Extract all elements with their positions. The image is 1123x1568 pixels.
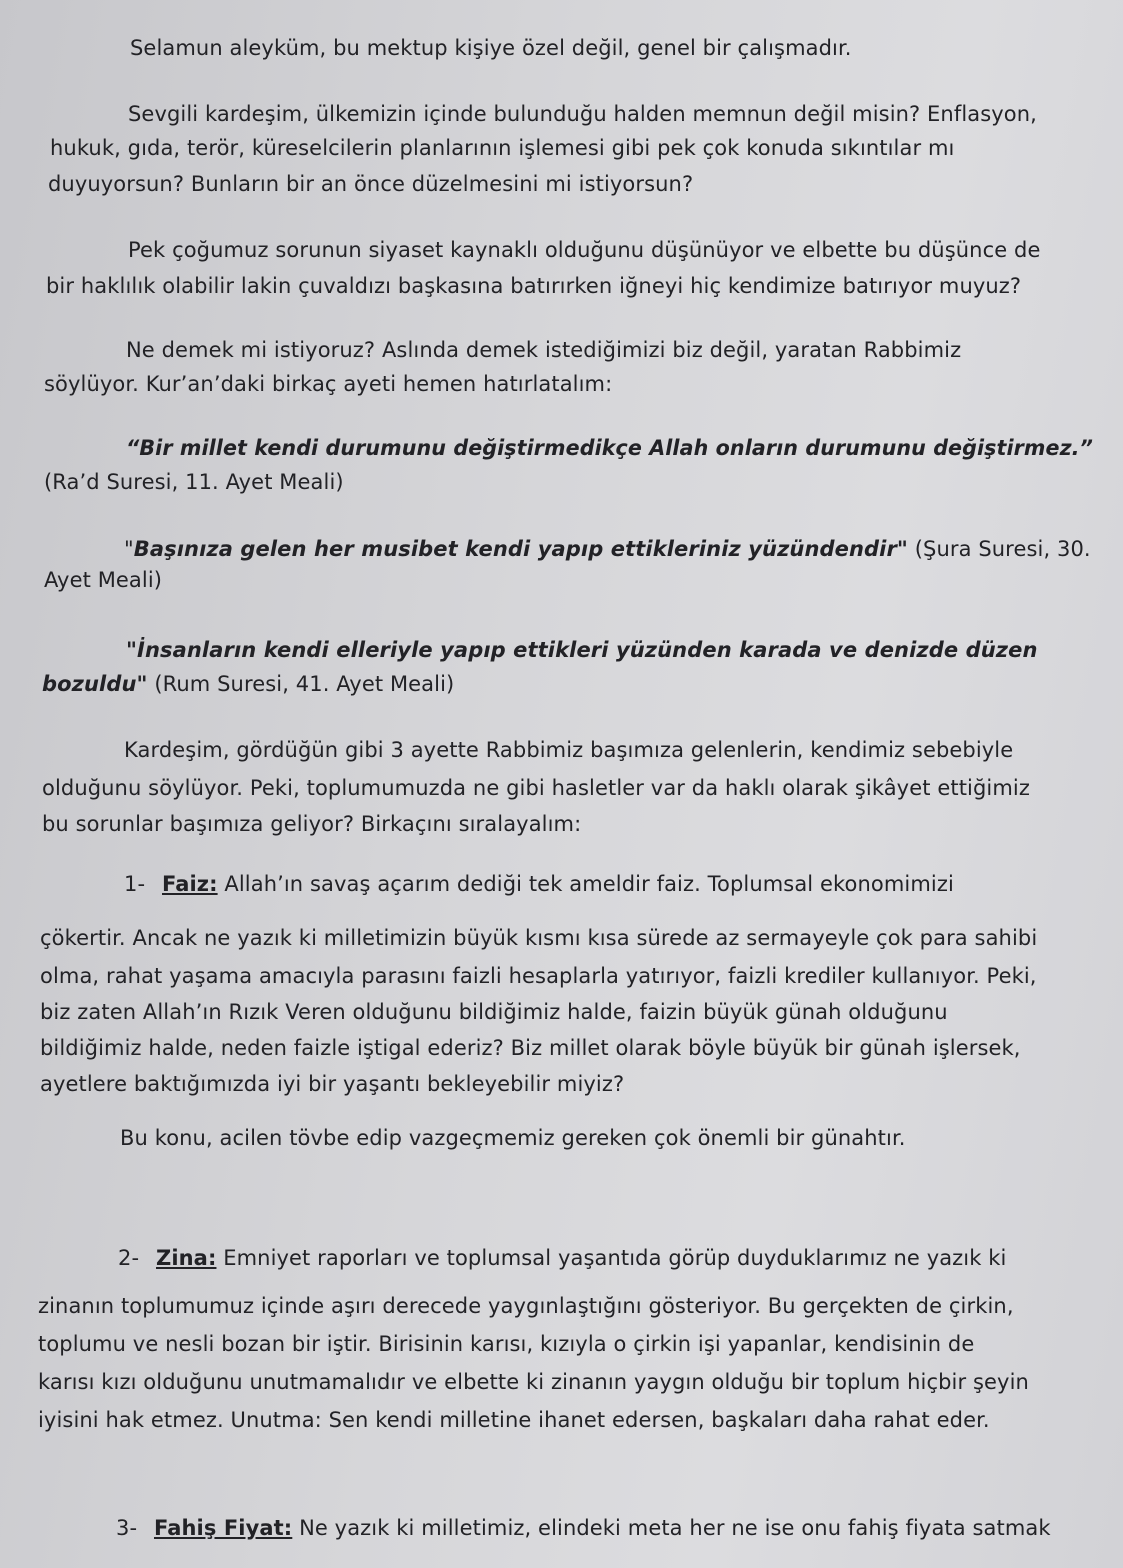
- greeting-line: Selamun aleyküm, bu mektup kişiye özel değil, genel bir çalışmadır.: [130, 36, 852, 60]
- verse-1-reference: (Ra’d Suresi, 11. Ayet Meali): [44, 470, 344, 494]
- item-2-line-3: toplumu ve nesli bozan bir iştir. Birisinin karısı, kızıyla o çirkin işi yapanlar, kendisinin de: [38, 1332, 975, 1356]
- item-1-title: Faiz:: [162, 872, 218, 896]
- verse-2-text: Başınıza gelen her musibet kendi yapıp ettikleriniz yüzündendir": [133, 537, 908, 561]
- item-1-first-line: [124, 870, 954, 898]
- item-1-line-4: biz zaten Allah’ın Rızık Veren olduğunu bildiğimiz halde, faizin büyük günah olduğunu: [40, 1000, 948, 1024]
- paragraph-1-line-1: Sevgili kardeşim, ülkemizin içinde bulunduğu halden memnun değil misin? Enflasyon,: [128, 102, 1037, 126]
- item-2-line-2: zinanın toplumumuz içinde aşırı derecede yaygınlaştığını gösteriyor. Bu gerçekten de çirkin,: [38, 1294, 1014, 1318]
- paragraph-4-line-1: Kardeşim, gördüğün gibi 3 ayette Rabbimiz başımıza gelenlerin, kendimiz sebebiyle: [124, 738, 1014, 762]
- paragraph-3-line-1: Ne demek mi istiyoruz? Aslında demek istediğimizi biz değil, yaratan Rabbimiz: [126, 338, 962, 362]
- verse-2-reference-b: Ayet Meali): [44, 568, 163, 592]
- item-2-title: Zina:: [156, 1246, 217, 1270]
- verse-3-line-2: [42, 670, 454, 698]
- item-1-closing: Bu konu, acilen tövbe edip vazgeçmemiz gereken çok önemli bir günahtır.: [120, 1126, 906, 1150]
- item-3-number: 3-: [116, 1516, 138, 1540]
- item-1-number: 1-: [124, 872, 146, 896]
- item-1-line-6: ayetlere baktığımızda iyi bir yaşantı bekleyebilir miyiz?: [40, 1072, 625, 1096]
- item-2-line-4: karısı kızı olduğunu unutmamalıdır ve elbette ki zinanın yaygın olduğu bir toplum hiçbir şeyin: [38, 1370, 1029, 1394]
- paragraph-4-line-3: bu sorunlar başımıza geliyor? Birkaçını sıralayalım:: [42, 812, 582, 836]
- paragraph-2-line-2: bir haklılık olabilir lakin çuvaldızı başkasına batırırken iğneyi hiç kendimize batırıyor muyuz?: [46, 274, 1022, 298]
- item-3-first-line: [116, 1514, 1051, 1542]
- paragraph-4-line-2: olduğunu söylüyor. Peki, toplumumuzda ne gibi hasletler var da haklı olarak şikâyet ettiğimiz: [42, 776, 1030, 800]
- verse-2-line-1: [124, 535, 1091, 563]
- item-2-number: 2-: [118, 1246, 140, 1270]
- item-2-first-line: [118, 1244, 1006, 1272]
- paragraph-1-line-2: hukuk, gıda, terör, küreselcilerin planlarının işlemesi gibi pek çok konuda sıkıntılar mı: [50, 136, 955, 160]
- paragraph-2-line-1: Pek çoğumuz sorunun siyaset kaynaklı olduğunu düşünüyor ve elbette bu düşünce de: [128, 238, 1041, 262]
- item-2-line-5: iyisini hak etmez. Unutma: Sen kendi milletine ihanet edersen, başkaları daha rahat eder.: [38, 1408, 990, 1432]
- item-3-first-text: Ne yazık ki milletimiz, elindeki meta her ne ise onu fahiş fiyata satmak: [292, 1516, 1051, 1540]
- verse-2-reference-a: (Şura Suresi, 30.: [907, 537, 1091, 561]
- paragraph-1-line-3: duyuyorsun? Bunların bir an önce düzelmesini mi istiyorsun?: [48, 172, 694, 196]
- verse-2-open-quote: ": [124, 537, 134, 561]
- item-3-title: Fahiş Fiyat:: [154, 1516, 293, 1540]
- item-1-line-3: olma, rahat yaşama amacıyla parasını faizli hesaplarla yatırıyor, faizli krediler kullanıyor. Peki,: [40, 964, 1037, 988]
- paragraph-3-line-2: söylüyor. Kur’an’daki birkaç ayeti hemen hatırlatalım:: [44, 372, 613, 396]
- verse-1-text: “Bir millet kendi durumunu değiştirmedikçe Allah onların durumunu değiştirmez.”: [126, 436, 1093, 460]
- verse-3-line-1: "İnsanların kendi elleriyle yapıp ettikleri yüzünden karada ve denizde düzen: [126, 638, 1038, 662]
- item-1-line-2: çökertir. Ancak ne yazık ki milletimizin büyük kısmı kısa sürede az sermayeyle çok para sahibi: [40, 926, 1038, 950]
- verse-3-line-2-text: bozuldu": [42, 672, 148, 696]
- item-1-first-text: Allah’ın savaş açarım dediği tek ameldir faiz. Toplumsal ekonomimizi: [217, 872, 954, 896]
- item-1-line-5: bildiğimiz halde, neden faizle iştigal ederiz? Biz millet olarak böyle büyük bir günah işlersek,: [40, 1036, 1021, 1060]
- item-2-first-text: Emniyet raporları ve toplumsal yaşantıda görüp duyduklarımız ne yazık ki: [216, 1246, 1007, 1270]
- verse-3-reference: (Rum Suresi, 41. Ayet Meali): [147, 672, 455, 696]
